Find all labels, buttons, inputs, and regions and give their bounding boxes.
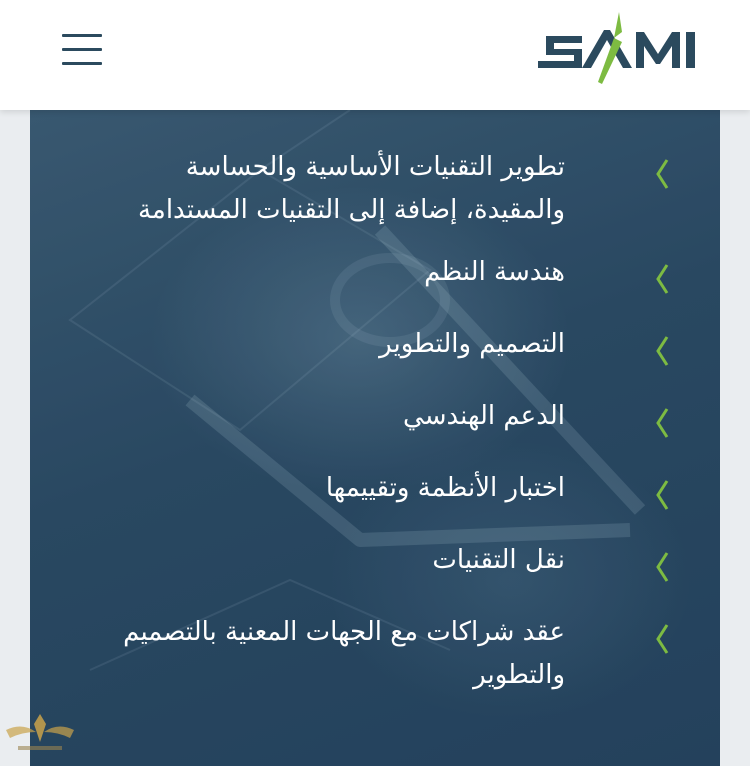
list-item-label: الدعم الهندسي <box>403 401 565 431</box>
list-item[interactable] <box>30 539 720 582</box>
list-item-label: هندسة النظم <box>424 257 565 287</box>
hamburger-menu-icon[interactable] <box>62 34 102 66</box>
chevron-left-icon <box>654 158 670 190</box>
list-item[interactable] <box>30 611 720 701</box>
chevron-left-icon <box>654 263 670 295</box>
list-item[interactable] <box>30 146 720 236</box>
eagle-emblem-icon <box>4 708 76 754</box>
chevron-left-icon <box>654 623 670 655</box>
list-item[interactable] <box>30 323 720 366</box>
sami-logo[interactable] <box>536 8 722 88</box>
watermark-logo <box>4 708 76 764</box>
list-item[interactable] <box>30 467 720 510</box>
chevron-left-icon <box>654 479 670 511</box>
list-item-label: نقل التقنيات <box>432 545 565 575</box>
services-panel <box>30 110 720 766</box>
list-item-label: التصميم والتطوير <box>379 329 565 359</box>
site-header <box>0 0 750 110</box>
chevron-left-icon <box>654 407 670 439</box>
chevron-left-icon <box>654 551 670 583</box>
list-item[interactable] <box>30 251 720 294</box>
chevron-left-icon <box>654 335 670 367</box>
list-item-label: اختبار الأنظمة وتقييمها <box>325 473 565 503</box>
services-list <box>30 110 720 766</box>
list-item-label: تطوير التقنيات الأساسية والحساسة والمقيدة، إضافة إلى التقنيات المستدامة <box>137 152 565 225</box>
list-item-label: عقد شراكات مع الجهات المعنية بالتصميم والتطوير <box>123 617 565 690</box>
list-item[interactable] <box>30 395 720 438</box>
